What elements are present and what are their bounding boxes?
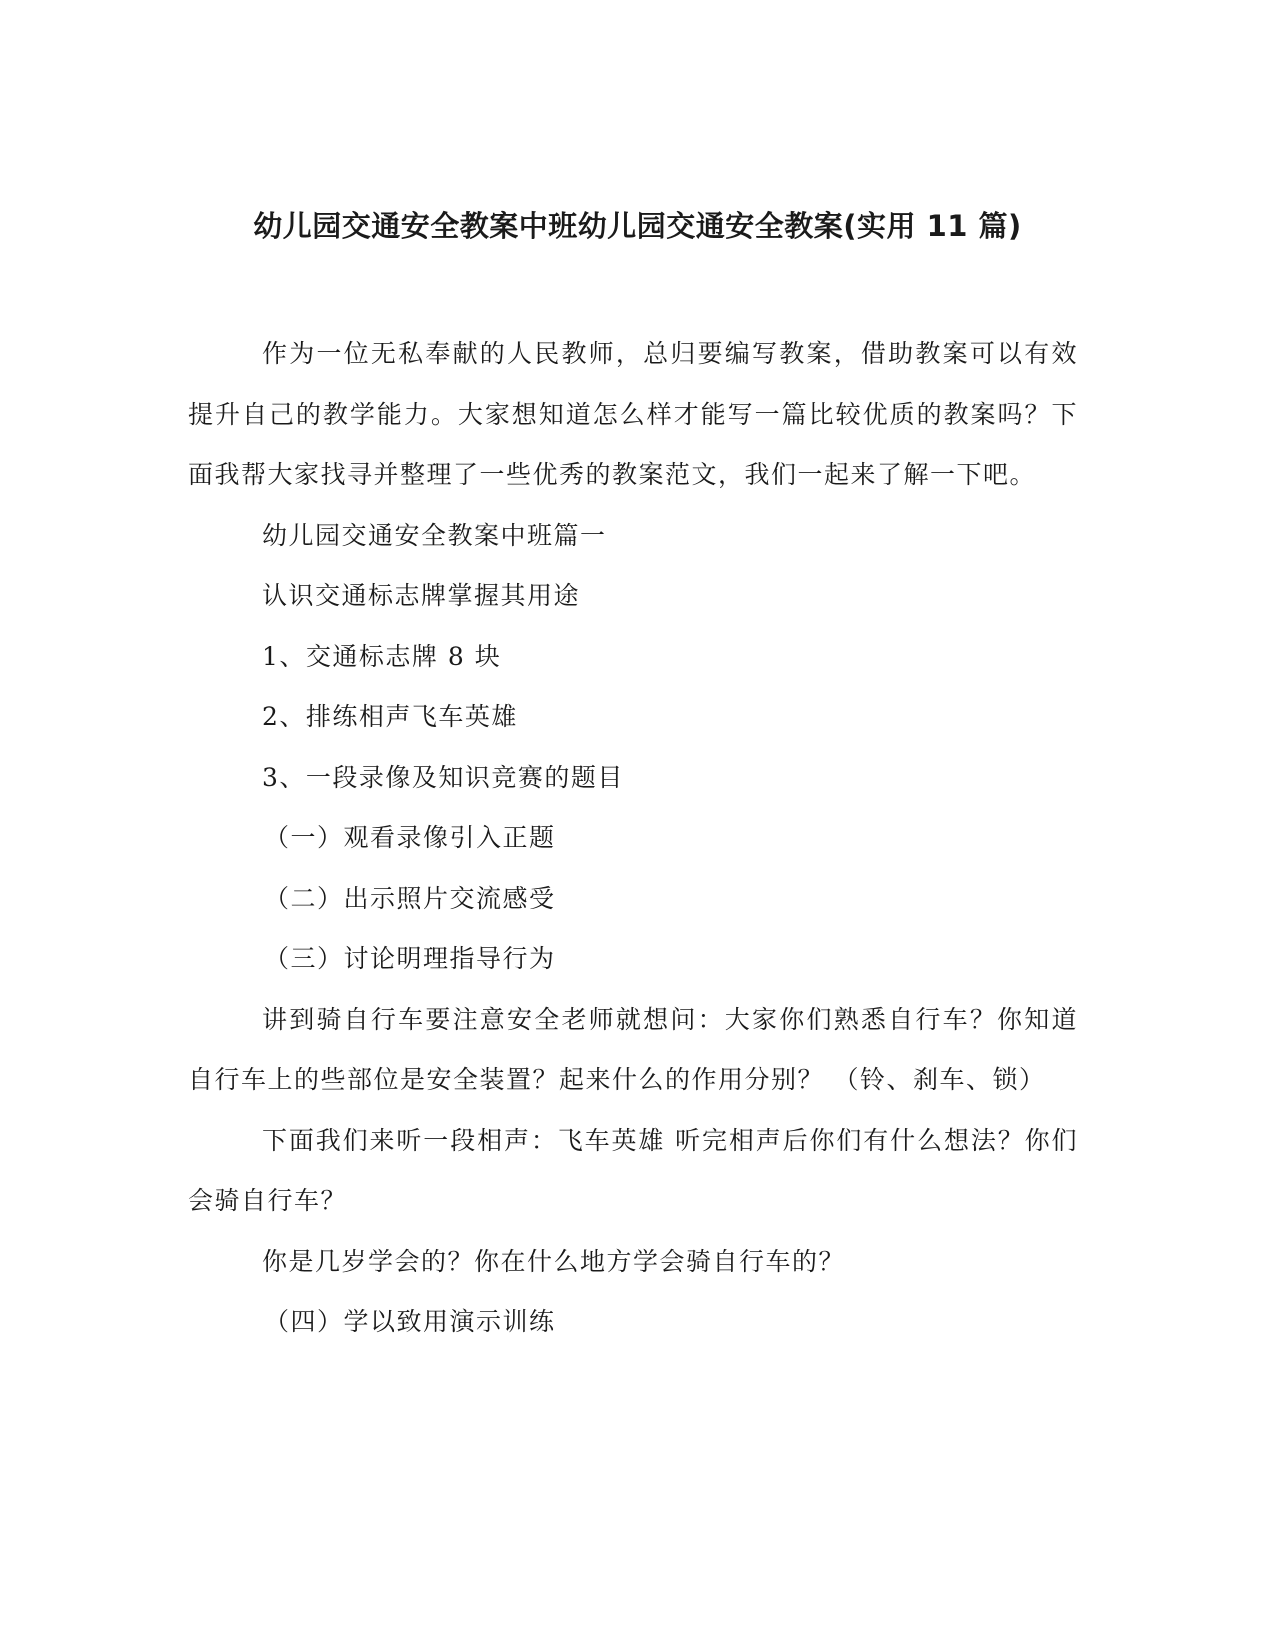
step-3: （三）讨论明理指导行为 [264, 944, 556, 973]
material-item-2: 2、排练相声飞车英雄 [262, 702, 518, 731]
material-item-1: 1、交通标志牌 8 块 [262, 641, 502, 671]
material-item-3: 3、一段录像及知识竞赛的题目 [262, 762, 624, 792]
lesson-objective: 认识交通标志牌掌握其用途 [262, 581, 581, 610]
step-4: （四）学以致用演示训练 [264, 1307, 556, 1336]
step-2: （二）出示照片交流感受 [264, 883, 556, 913]
section-heading: 幼儿园交通安全教案中班篇一 [262, 520, 607, 550]
step-1: （一）观看录像引入正题 [264, 823, 556, 852]
bicycle-paragraph: 讲到骑自行车要注意安全老师就想问：大家你们熟悉自行车？你知道自行车上的些部位是安全装置？起来什么的作用分别？ （铃、刹车、锁） [188, 1004, 1078, 1094]
document-body [188, 324, 1078, 1353]
intro-paragraph: 作为一位无私奉献的人民教师，总归要编写教案，借助教案可以有效提升自己的教学能力。大家想知道怎么样才能写一篇比较优质的教案吗？下面我帮大家找寻并整理了一些优秀的教案范文，我们一起来了解一下吧。 [188, 339, 1078, 489]
document-title: 幼儿园交通安全教案中班幼儿园交通安全教案(实用 11 篇) [253, 209, 1022, 243]
question-paragraph: 你是几岁学会的？你在什么地方学会骑自行车的？ [262, 1246, 846, 1276]
crosstalk-paragraph: 下面我们来听一段相声：飞车英雄 听完相声后你们有什么想法？你们会骑自行车？ [188, 1125, 1078, 1215]
